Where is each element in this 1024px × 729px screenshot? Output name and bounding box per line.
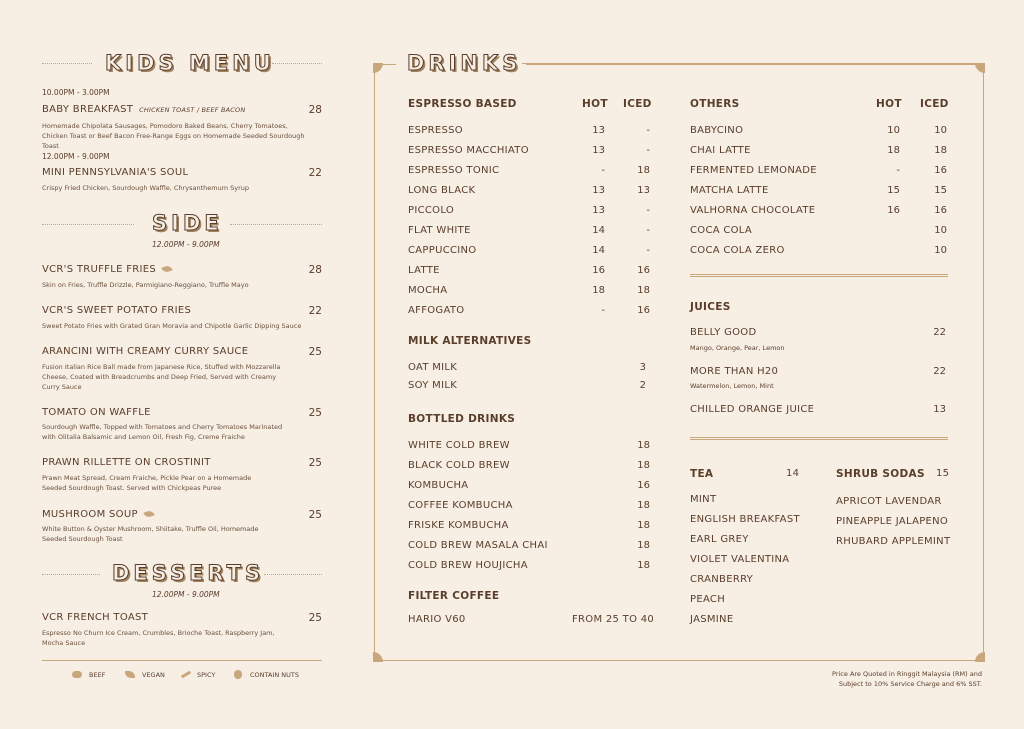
- drink-name: VALHORNA CHOCOLATE: [690, 205, 816, 216]
- drink-price-iced: 10: [934, 245, 947, 256]
- tea-item: CRANBERRY: [690, 574, 754, 585]
- side-title: SIDE: [152, 211, 223, 235]
- drink-name: BELLY GOOD: [690, 327, 757, 338]
- legend-vegan: VEGAN: [142, 671, 165, 679]
- kids-menu-title: KIDS MENU: [105, 51, 275, 75]
- beef-icon: [72, 671, 82, 678]
- nut-icon: [234, 670, 242, 679]
- drink-name: FERMENTED LEMONADE: [690, 165, 817, 176]
- drink-price-iced: 13: [637, 185, 650, 196]
- shrub-item: APRICOT LAVENDAR: [836, 496, 942, 507]
- col-iced: ICED: [623, 98, 652, 110]
- drink-price-iced: 10: [934, 225, 947, 236]
- section-title-milk: MILK ALTERNATIVES: [408, 335, 532, 347]
- drink-price-hot: 13: [592, 205, 605, 216]
- menu-item-price: 28: [308, 264, 322, 276]
- drink-price: 22: [933, 366, 946, 377]
- drink-price: 18: [637, 560, 650, 571]
- divider: [42, 660, 322, 661]
- menu-item-desc: Sourdough Waffle, Topped with Tomatoes and Cherry Tomatoes Marinated with Olitalia Balsamic and Lemon Oil, Fresh Fig, Creme Fraiche: [42, 423, 283, 441]
- drink-price-hot: 13: [592, 145, 605, 156]
- menu-item-price: 25: [308, 612, 322, 624]
- drink-price-iced: 16: [934, 205, 947, 216]
- menu-item-name: TOMATO ON WAFFLE: [42, 407, 151, 418]
- drink-price-iced: -: [646, 125, 650, 136]
- drink-name: CAPPUCCINO: [408, 245, 477, 256]
- drink-price-hot: 18: [887, 145, 900, 156]
- drink-price-iced: 10: [934, 125, 947, 136]
- drink-price-hot: -: [601, 165, 605, 176]
- drinks-title: DRINKS: [407, 51, 522, 75]
- drink-price-iced: 16: [934, 165, 947, 176]
- drink-name: BABYCINO: [690, 125, 744, 136]
- drink-price: 16: [637, 480, 650, 491]
- drink-price-hot: -: [601, 305, 605, 316]
- drink-name: OAT MILK: [408, 362, 458, 373]
- drink-price-iced: 15: [934, 185, 947, 196]
- section-title-filter: FILTER COFFEE: [408, 590, 500, 602]
- kids-time-1: 10.00PM - 3.00PM: [42, 88, 110, 97]
- menu-item-desc: White Button & Oyster Mushroom, Shiitake, Truffle Oil, Homemade Seeded Sourdough Toast: [42, 525, 259, 543]
- menu-item-name: ARANCINI WITH CREAMY CURRY SAUCE: [42, 346, 249, 357]
- divider: [42, 63, 92, 64]
- vegan-icon: [143, 509, 154, 518]
- drink-name: ESPRESSO TONIC: [408, 165, 500, 176]
- drink-name: COLD BREW HOUJICHA: [408, 560, 528, 571]
- drink-price-hot: 14: [592, 245, 605, 256]
- col-iced: ICED: [920, 98, 949, 110]
- drink-price-hot: 10: [887, 125, 900, 136]
- menu-item-name: PRAWN RILLETTE ON CROSTINIT: [42, 457, 211, 468]
- drink-price: 13: [933, 404, 946, 415]
- drink-name: FRISKE KOMBUCHA: [408, 520, 509, 531]
- menu-item-name: MUSHROOM SOUP: [42, 509, 154, 520]
- drink-price-hot: -: [896, 165, 900, 176]
- drink-price-iced: -: [646, 205, 650, 216]
- menu-item-desc: Homemade Chipolata Sausages, Pomodoro Baked Beans, Cherry Tomatoes, Chicken Toast or Beef Bacon Free-Range Eggs on Homemade Seeded Sourdough Toast: [42, 122, 305, 150]
- drink-name: CHILLED ORANGE JUICE: [690, 404, 815, 415]
- tea-item: ENGLISH BREAKFAST: [690, 514, 800, 525]
- shrub-price: 15: [936, 468, 950, 479]
- drink-price: 2: [639, 380, 646, 391]
- menu-item-price: 25: [308, 457, 322, 469]
- menu-item-desc: Espresso No Churn Ice Cream, Crumbles, Brioche Toast, Raspberry Jam, Mocha Sauce: [42, 629, 275, 647]
- menu-item-price: 25: [308, 509, 322, 521]
- menu-item-name: VCR'S TRUFFLE FRIES: [42, 264, 172, 275]
- desserts-time: 12.00PM - 9.00PM: [152, 590, 220, 599]
- drink-price-iced: -: [646, 145, 650, 156]
- tea-item: JASMINE: [690, 614, 734, 625]
- section-title-juices: JUICES: [690, 301, 731, 313]
- drink-name: BLACK COLD BREW: [408, 460, 510, 471]
- section-title-shrub: SHRUB SODAS: [836, 468, 925, 480]
- drink-price-iced: -: [646, 245, 650, 256]
- menu-item-name: VCR'S SWEET POTATO FRIES: [42, 305, 192, 316]
- menu-item-price: 28: [308, 104, 322, 116]
- drink-desc: Watermelon, Lemon, Mint: [690, 382, 774, 390]
- tea-item: VIOLET VALENTINA: [690, 554, 790, 565]
- drink-name: MORE THAN H20: [690, 366, 779, 377]
- divider: [690, 274, 948, 277]
- section-title-tea: TEA: [690, 468, 714, 480]
- drink-name: FLAT WHITE: [408, 225, 471, 236]
- menu-item-price: 22: [308, 167, 322, 179]
- legend-nuts: CONTAIN NUTS: [250, 671, 299, 679]
- drink-price-hot: 16: [887, 205, 900, 216]
- side-time: 12.00PM - 9.00PM: [152, 240, 220, 249]
- drink-price: 18: [637, 460, 650, 471]
- section-title-espresso: ESPRESSO BASED: [408, 98, 517, 110]
- drink-name: AFFOGATO: [408, 305, 465, 316]
- drink-price-iced: 16: [637, 265, 650, 276]
- shrub-item: RHUBARD APPLEMINT: [836, 536, 951, 547]
- divider: [272, 63, 322, 64]
- legend-beef: BEEF: [89, 671, 106, 679]
- tea-item: MINT: [690, 494, 717, 505]
- drink-price: FROM 25 TO 40: [572, 614, 655, 625]
- drink-name: LONG BLACK: [408, 185, 476, 196]
- menu-item-desc: Prawn Meat Spread, Cream Fraiche, Pickle Pear on a Homemade Seeded Sourdough Toast. Served with Chickpeas Puree: [42, 474, 252, 492]
- col-hot: HOT: [876, 98, 902, 110]
- drink-price-iced: 18: [934, 145, 947, 156]
- divider: [522, 63, 975, 64]
- drink-price: 18: [637, 440, 650, 451]
- drink-name: MOCHA: [408, 285, 448, 296]
- kids-time-2: 12.00PM - 9.00PM: [42, 152, 110, 161]
- menu-item-name: MINI PENNSYLVANIA'S SOUL: [42, 167, 189, 178]
- menu-item-price: 22: [308, 305, 322, 317]
- drink-price-hot: 14: [592, 225, 605, 236]
- menu-item-price: 25: [308, 407, 322, 419]
- menu-item-name: VCR FRENCH TOAST: [42, 612, 149, 623]
- tea-item: EARL GREY: [690, 534, 749, 545]
- drink-price: 3: [639, 362, 646, 373]
- tea-item: PEACH: [690, 594, 726, 605]
- section-title-bottled: BOTTLED DRINKS: [408, 413, 516, 425]
- tea-price: 14: [786, 468, 800, 479]
- legend-spicy: SPICY: [197, 671, 216, 679]
- drink-name: KOMBUCHA: [408, 480, 469, 491]
- drink-price-hot: 18: [592, 285, 605, 296]
- drink-price-iced: 18: [637, 285, 650, 296]
- drink-name: CHAI LATTE: [690, 145, 751, 156]
- drink-name: MATCHA LATTE: [690, 185, 769, 196]
- drink-price: 18: [637, 540, 650, 551]
- drink-price-iced: -: [646, 225, 650, 236]
- vegan-icon: [125, 671, 135, 678]
- drink-name: SOY MILK: [408, 380, 458, 391]
- vegan-icon: [161, 264, 172, 273]
- drink-name: ESPRESSO MACCHIATO: [408, 145, 529, 156]
- footer-line-1: Price Are Quoted in Ringgit Malaysia (RM) and: [832, 670, 982, 678]
- drink-name: HARIO V60: [408, 614, 466, 625]
- divider: [264, 574, 322, 575]
- menu-item-price: 25: [308, 346, 322, 358]
- drink-price-iced: 18: [637, 165, 650, 176]
- drink-name: LATTE: [408, 265, 440, 276]
- drink-price: 22: [933, 327, 946, 338]
- desserts-title: DESSERTS: [112, 561, 265, 585]
- shrub-item: PINEAPPLE JALAPENO: [836, 516, 949, 527]
- menu-item-desc: Skin on Fries, Truffle Drizzle, Parmigiano-Reggiano, Truffle Mayo: [42, 281, 249, 289]
- drink-price-hot: 16: [592, 265, 605, 276]
- menu-item-name: BABY BREAKFAST CHICKEN TOAST / BEEF BACON: [42, 104, 246, 115]
- divider: [690, 437, 948, 440]
- drink-name: ESPRESSO: [408, 125, 463, 136]
- drink-price: 18: [637, 520, 650, 531]
- drink-name: COCA COLA ZERO: [690, 245, 785, 256]
- chili-icon: [181, 671, 191, 679]
- divider: [230, 224, 322, 225]
- drink-name: PICCOLO: [408, 205, 455, 216]
- divider: [42, 224, 134, 225]
- drink-price-hot: 13: [592, 125, 605, 136]
- drink-desc: Mango, Orange, Pear, Lemon: [690, 344, 785, 352]
- drink-price-iced: 16: [637, 305, 650, 316]
- drink-price-hot: 15: [887, 185, 900, 196]
- divider: [42, 574, 100, 575]
- menu-item-desc: Crispy Fried Chicken, Sourdough Waffle, Chrysanthemum Syrup: [42, 184, 249, 192]
- section-title-others: OTHERS: [690, 98, 740, 110]
- drink-name: COLD BREW MASALA CHAI: [408, 540, 548, 551]
- drink-name: COCA COLA: [690, 225, 753, 236]
- col-hot: HOT: [582, 98, 608, 110]
- drink-name: WHITE COLD BREW: [408, 440, 510, 451]
- menu-item-desc: Sweet Potato Fries with Grated Gran Moravia and Chipotle Garlic Dipping Sauce: [42, 322, 302, 330]
- drink-price: 18: [637, 500, 650, 511]
- drink-price-hot: 13: [592, 185, 605, 196]
- menu-item-desc: Fusion Italian Rice Ball made from Japanese Rice, Stuffed with Mozzarella Cheese, Coated with Breadcrumbs and Deep Fried, Served with Creamy Curry Sauce: [42, 363, 281, 391]
- footer-line-2: Subject to 10% Service Charge and 6% SST.: [838, 680, 982, 688]
- drink-name: COFFEE KOMBUCHA: [408, 500, 513, 511]
